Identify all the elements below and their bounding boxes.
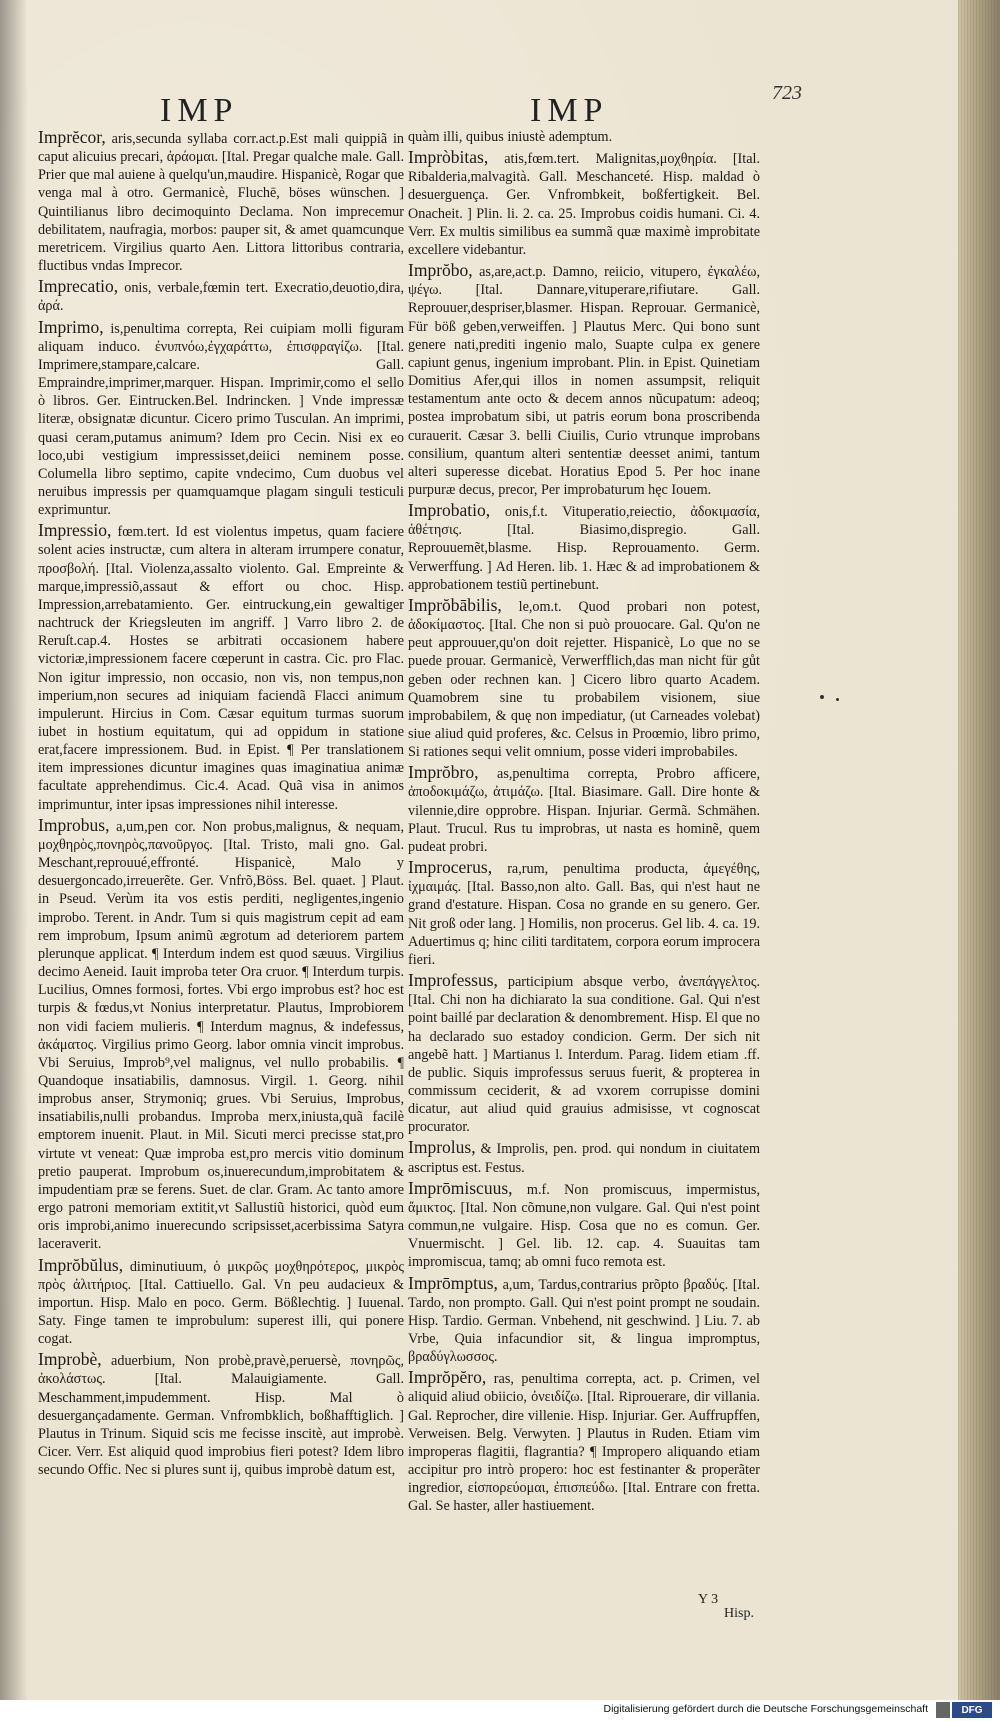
entry-headword: Improbatio,	[408, 500, 491, 521]
entry-body: quàm illi, quibus iniustè ademptum.	[408, 129, 613, 145]
dictionary-entry	[408, 1368, 760, 1515]
dictionary-entry	[408, 1138, 760, 1176]
entry-headword: Imprŏbo,	[408, 260, 473, 281]
running-head-right: IMP	[530, 92, 609, 129]
dictionary-entry	[408, 971, 760, 1136]
ink-spot	[836, 698, 839, 701]
dictionary-entry	[408, 596, 760, 761]
digitization-footer	[0, 1700, 1000, 1721]
entry-body: atis,fœm.tert. Malignitas,μοχθηρία. [Ital. Ribalderia,malvagità. Gall. Meschanceté. Hisp. maldad ò desuerguença. Ger. Vnfrombkeit, boßfertigkeit. Bel. Onacheit. ] Plin. li. 2. ca. 25. Improbus coidis humani. Ci. 4. Verr. Ex multis similibus ea summã quæ maximè improbitate excellere videbantur.	[408, 151, 760, 258]
dictionary-entry	[408, 1179, 760, 1272]
signature-mark: Y 3	[698, 1592, 719, 1607]
entry-headword: Improbè,	[38, 1349, 102, 1370]
logo-text: DFG	[952, 1702, 992, 1718]
entry-body: le,om.t. Quod probari non potest, ἀδοκίμαστος. [Ital. Che non si può prouocare. Gal. Qu'on ne peut approuuer,qu'on doit rejetter. Hispanicè, Lo que no se puede prouar. Germanicè, Verwerfflich,das man nicht für gůt geben oder rechnen kan. ] Cicero libro quarto Academ. Quamobrem sine tu probabilem visionem, siue improbabilem, & quę non impediatur, (ut Carneades volebat) siue aliud quid proferes, &c. Celsus in Proœmio, libro primo, Si rationes sequi velit omnium, posse videri improbabiles.	[408, 598, 761, 761]
entry-body: is,penultima correpta, Rei cuipiam molli figuram aliquam induco. ἐνυπνόω,ἐγχαράττω, ἐπισφραγίζω. [Ital. Imprimere,stampare,calcare. Gall. Empraindre,imprimer,marquer. Hispan. Imprimir,como el sello ò libros. Ger. Eintrucken.Bel. Indrincken. ] Vnde impressæ literæ, obsignatæ dicuntur. Cicero primo Tusculan. An imprimi, quasi ceram,putamus animum? Idem pro Cecin. Nisi ex eo loco,ubi vestigium impressisset,deiici neminem posse. Columella libro septimo, capite vndecimo, Cum duobus vel neruibus impressis per quamquamque plagam singuli testiculi exprimuntur.	[38, 320, 405, 519]
binding-shadow	[0, 0, 28, 1700]
digitization-note: Digitalisierung gefördert durch die Deutsche Forschungsgemeinschaft	[603, 1703, 928, 1715]
entry-body: ra,rum, penultima producta, ἀμεγέθης, ἰχμαιμάς. [Ital. Basso,non alto. Gall. Bas, qui n'est haut ne grand d'estature. Hispan. Cosa no grande en su genero. Ger. Nit groß oder lang. ] Homilis, non procerus. Gel lib. 4. ca. 19. Aduertimus q; hinc ciliti tarditatem, corpora eorum improcera fieri.	[408, 861, 760, 968]
entry-headword: Imprŏpĕro,	[408, 1367, 487, 1388]
entry-headword: Improlus,	[408, 1137, 476, 1158]
entry-body: participium absque verbo, ἀνεπάγγελτος. [Ital. Chi non ha dichiarato la sua conditione. Gal. Qui n'est point baillé par declaration & denombrement. Hisp. El que no ha declarado suo estadoy condicion. Germ. Der sich nit angebẽ hatt. ] Martianus l. Interdum. Parag. Iidem etiam .ff. de public. Siquis improfessus seruus fuerit, & propterea in commissum ceciderit, & ad vxorem corrupisse domini dicatur, aut aliud quid grauius admisisse, vt cognoscat procurator.	[408, 974, 760, 1136]
dictionary-entry	[408, 148, 760, 259]
page-number: 723	[772, 82, 802, 104]
entry-headword: Imprŏbābilis,	[408, 594, 502, 615]
entry-body: as,are,act.p. Damno, reiicio, vitupero, ἐγκαλέω, ψέγω. [Ital. Dannare,vituperare,rifiutare. Gall. Reprouuer,despriser,blasmer. Hispan. Reprouar. Germanicè, Für böß geben,verweiffen. ] Plautus Merc. Qui bono sunt genere nati,prediti ingenio malo, Suapte culpa ex genere capiunt genus, ingenium improbant. Plin. in Epist. Quinetiam Domitius Afer,qui illos in nomen assumpsit, reliquit testamentum ante octo & decem annos nũcupatum: adeoq; postea improbatum sibi, ut patris eorum bona proscribenda curauerit. Cæsar 3. belli Ciuilis, Curio vtrunque improbans consilium, quantum alteri sententiæ deesset animi, tantum alteri superesse dicebat. Horatius Epod 5. Per hoc inane purpuræ decus, precor, Per improbaturum hęc Iouem.	[408, 264, 761, 498]
entry-headword: Impròbitas,	[408, 147, 489, 168]
entry-body: aduerbium, Non probè,pravè,peruersè, πονηρῶς, ἀκολάστως. [Ital. Malauigiamente. Gall. Meschamment,impudemment. Hisp. Mal ò desuergançadamente. German. Vnfrombklich, boßhafftiglich. ] Plautus in Trinum. Siquid scis me fecisse inscitè, aut improbè. Cicer. Verr. Est aliquid quod improbius fieri potest? Idem libro secundo Offic. Nec si plures sunt ij, quibus improbè datum est,	[38, 1353, 404, 1479]
ink-spot	[820, 695, 824, 699]
entry-body: ras, penultima correpta, act. p. Crimen, vel aliquid aliud obiicio, ὀνειδίζω. [Ital. Riprouerare, dir villania. Gal. Reprocher, dire villenie. Hisp. Injuriar. Ger. Auffrupffen, Verweisen. Belg. Verwyten. ] Plautus in Ruden. Etiam vim improperas flagitii, flagrantia? ¶ Impropero aliquando etiam accipitur pro intrò propero: hoc est festinanter & properãter ingredior, εἰσπορεύομαι, ἐπισπεύδω. [Ital. Entrare con fretta. Gal. Se haster, aller hastiuement.	[408, 1371, 760, 1515]
dictionary-entry	[38, 1256, 404, 1349]
entry-body: diminutiuum, ὁ μικρῶς μοχθηρότερος, μικρὸς πρὸς ἀλιτήριος. [Ital. Cattiuello. Gal. Vn peu audacieux & importun. Hisp. Malo en poco. Germ. Bößlechtig. ] Iuuenal. Saty. Finge tamen te improbulum: superest illi, qui ponere cogat.	[38, 1258, 405, 1348]
dictionary-entry	[38, 816, 404, 1254]
entry-body: a,um,pen cor. Non probus,malignus, & nequam, μοχθηρὸς,πονηρὸς,πανοῦργος. [Ital. Tristo, mali gno. Gal. Meschant,reprouué,effronté. Hispanicè, Malo y desuergoncado,irreuerẽte. Ger. Vnfrõ,Böss. Bel. quaet. ] Plaut. in Pseud. Verùm ita vos estis perditi, negligentes,ingenio improbo. Terent. in Andr. Tum si quis magistrum cepit ad eam rem improbum, Ipsum animũ ægrotum ad deteriorem partem plerunque applicat. ¶ Interdum indem est quod sæuus. Virgilius decimo Aeneid. Iauit improba teter Ora cruor. ¶ Interdum turpis. Lucilius, Omnes formosi, fortes. Vbi ergo improbus est? hoc est turpis & fœdus,vt Nonius interpretatur. Plautus, Improbiorem non vidi faciem mulieris. ¶ Interdum magnus, & indefessus, ἀκάματος. Virgilius primo Georg. labor omnia vincit improbus. Vbi Seruius, Improb⁹,vel malignus, vel nullo probabilis. ¶ Quandoque insatiabilis, damnosus. Virgil. 1. Georg. nihil improbus anser, Strymoniq; grues. Vbi Seruius, Improbus, insatiabilis,nulli probandus. Improba merx,iniusta,quã facilè emptorem inuenit. Plaut. in Mil. Sicuti merci precisse stat,pro virtute vt veneat: Quæ improba est,pro mercis vitio dominum pretio pauperat. Improbum os,inuerecundum,improbitatem & impudentiam præ se ferens. Suet. de clar. Gram. Ac tanto amore ergo patroni memoriam extitit,vt Sallustiũ historici, quòd eum oris improbi,animo inuerecundo scripsisset,acerbissima Satyra laceraverit.	[38, 818, 405, 1253]
logo-square-icon	[936, 1702, 950, 1718]
entry-body: as,penultima correpta, Probro afficere, ἀποδοκιμάζω, ἀτιμάζω. [Ital. Biasimare. Gall. Dire honte & vilennie,dire opprobre. Hispan. Injuriar. Germã. Schmähen. Plaut. Trucul. Rus tu improbras, ut nasta es hominẽ, quem pudeat probri.	[408, 766, 760, 855]
entry-body: aris,secunda syllaba corr.act.p.Est mali quippiã in caput alicuius precari, ἀράομαι. [Ital. Pregar qualche male. Gall. Prier que mal auiene à quelqu'un,maudire. Hispanicè, Rogar que venga mal à otro. Germanicè, Fluchē, böses wünschen. ] Quintilianus libro decimoquinto Declama. Non imprecemur debilitatem, naufragia, morbos: pauper sit, & amet quamcunque meretricem. Virgilius quarto Aen. Littora littoribus contraria, fluctibus vndas Imprecor.	[38, 131, 404, 275]
dictionary-entry	[408, 763, 760, 856]
entry-headword: Improbus,	[38, 814, 110, 835]
entry-headword: Impressio,	[38, 520, 112, 541]
dictionary-entry	[408, 128, 760, 146]
entry-headword: Imprĕcor,	[38, 127, 106, 147]
dictionary-entry	[38, 521, 404, 814]
entry-headword: Improfessus,	[408, 970, 498, 991]
entry-headword: Imprōmptus,	[408, 1272, 498, 1293]
entry-body: fœm.tert. Id est violentus impetus, quam faciere solent acies instructæ, cum altera in alteram irrumpere conatur, προσβολή. [Ital. Violenza,assalto violento. Gal. Empreinte & marque,impressiõ,assaut & effort ou choc. Hisp. Impression,arrebatamiento. Ger. eintruckung,ein gewaltiger nachtruck der Kriegsleuten im angriff. ] Varro libro 2. de Reruſt.cap.4. Hostes se arbitrati occasionem habere victoriæ,impressionem facere cœperunt in castra. Cic. pro Flac. Non igitur impressio, non occasio, non vis, non tempus,non imperium,non secures ad iniquiam faciendã Flacci animum impulerunt. Hircius in Com. Cæsar equitum turmas suorum iubet in hostium equitatum, qui ad oppidum in statione erat,facere impressionem. Bud. in Epist. ¶ Per translationem item impressiones dicuntur imagines quas imaginatiua animæ facultate apprehendimus. Cic.4. Acad. Quã visa in animos imprimuntur, inter ipsas impressiones nihil interesse.	[38, 524, 404, 813]
entry-headword: Imprimo,	[38, 316, 104, 337]
entry-headword: Imprecatio,	[38, 276, 119, 297]
entry-body: m.f. Non promiscuus, impermistus, ἄμικτος. [Ital. Non cõmune,non vulgare. Gal. Qui n'est point commun,ne vulgaire. Hisp. Cosa que no es comun. Ger. Vnuermischt. ] Gel. lib. 12. cap. 4. Suauitas tam impromiscua, tamq; ab omni fuco remota est.	[408, 1181, 760, 1271]
dictionary-entry	[408, 1274, 760, 1367]
running-head-left: IMP	[160, 92, 239, 129]
left-column	[38, 128, 404, 1481]
entry-body: onis,f.t. Vituperatio,reiectio, ἀδοκιμασία, ἀθέτησις. [Ital. Biasimo,dispregio. Gall. Reprouuemẽt,blasme. Hisp. Reprouamento. Germ. Verwerffung. ] Ad Heren. lib. 1. Hæc & ad improbationem & approbationem testiũ pertinebunt.	[408, 504, 760, 593]
dictionary-entry	[38, 277, 404, 315]
page-edge	[958, 0, 1000, 1700]
entry-headword: Imprŏbro,	[408, 762, 479, 783]
entry-headword: Improcerus,	[408, 857, 493, 878]
dictionary-entry	[408, 261, 760, 499]
dictionary-entry	[408, 501, 760, 594]
dictionary-entry	[408, 858, 760, 969]
dictionary-entry	[38, 1350, 404, 1479]
entry-headword: Imprōmiscuus,	[408, 1177, 513, 1198]
entry-body: & Improlis, pen. prod. qui nondum in ciuitatem ascriptus est. Festus.	[408, 1141, 761, 1176]
dfg-logo	[936, 1702, 994, 1718]
dictionary-entry	[38, 318, 404, 520]
entry-body: onis, verbale,fœmin tert. Execratio,deuotio,dira, ἀρά.	[38, 280, 404, 315]
dictionary-entry	[38, 128, 404, 275]
entry-headword: Imprŏbŭlus,	[38, 1254, 124, 1275]
entry-body: a,um, Tardus,contrarius prõpto βραδύς. [Ital. Tardo, non prompto. Gall. Qui n'est point prompt ne soudain. Hisp. Tardio. German. Vnbehend, nit geschwind. ] Liu. 7. ab Vrbe, Quia infacundior sit, & lingua impromptus, βραδύγλωσσος.	[408, 1276, 760, 1366]
right-column	[408, 128, 760, 1518]
catchword: Hisp.	[724, 1606, 754, 1621]
